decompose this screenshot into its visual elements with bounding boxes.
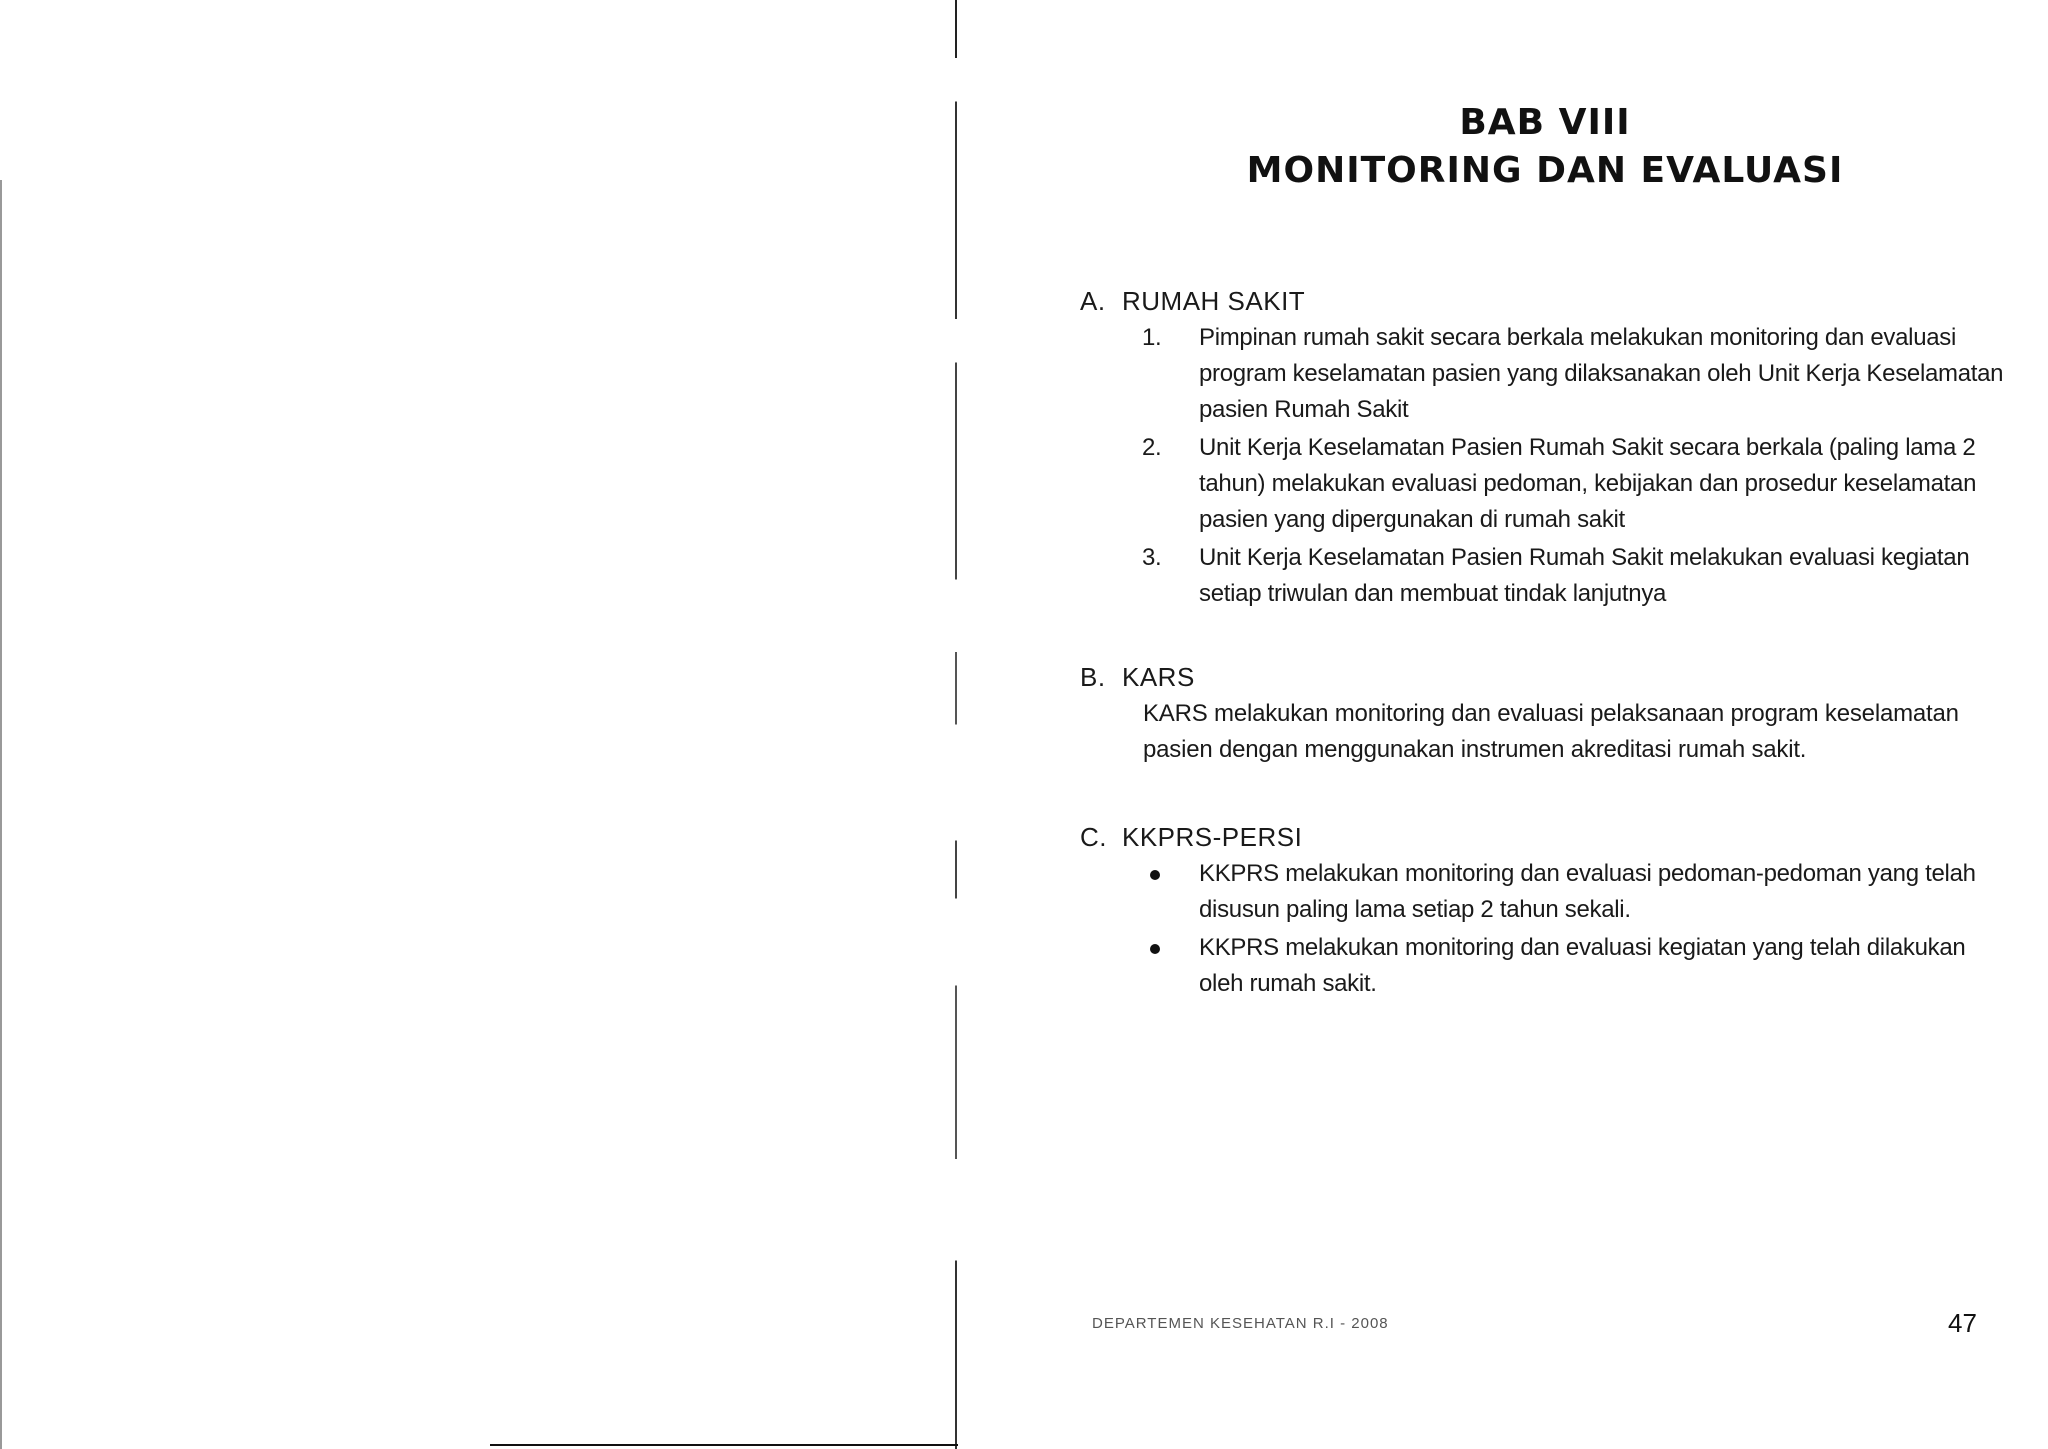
bottom-edge-line bbox=[490, 1444, 958, 1446]
item-number: 1. bbox=[1142, 324, 1162, 351]
section-title: KKPRS-PERSI bbox=[1122, 822, 1303, 852]
section-heading bbox=[1080, 284, 2010, 318]
item-number: 3. bbox=[1142, 544, 1162, 571]
list-item bbox=[1080, 320, 2010, 428]
section-kkprs-persi bbox=[1080, 820, 2010, 1002]
list-item bbox=[1080, 540, 2010, 612]
page-number: 47 bbox=[1948, 1308, 1977, 1338]
section-kars bbox=[1080, 660, 2010, 768]
chapter-title: MONITORING DAN EVALUASI bbox=[1246, 150, 1844, 191]
item-text: KKPRS melakukan monitoring dan evaluasi kegiatan yang telah dilakukan oleh rumah sakit. bbox=[1199, 934, 1966, 997]
list-item bbox=[1080, 930, 2010, 1002]
section-letter: C. bbox=[1080, 822, 1107, 852]
item-text: Pimpinan rumah sakit secara berkala melakukan monitoring dan evaluasi program keselamatan pasien yang dilaksanakan oleh Unit Kerja Keselamatan pasien Rumah Sakit bbox=[1199, 324, 2004, 423]
chapter-number: BAB VIII bbox=[1459, 102, 1631, 143]
list-item bbox=[1080, 856, 2010, 928]
section-letter: A. bbox=[1080, 286, 1106, 316]
item-text: Unit Kerja Keselamatan Pasien Rumah Sakit melakukan evaluasi kegiatan setiap triwulan dan membuat tindak lanjutnya bbox=[1199, 544, 1970, 607]
book-spine bbox=[955, 0, 957, 1449]
footer-publisher: DEPARTEMEN KESEHATAN R.I - 2008 bbox=[1092, 1315, 1389, 1332]
list-item bbox=[1080, 430, 2010, 538]
bullet-icon bbox=[1150, 870, 1160, 880]
section-paragraph: KARS melakukan monitoring dan evaluasi pelaksanaan program keselamatan pasien dengan menggunakan instrumen akreditasi rumah sakit. bbox=[1143, 700, 1959, 763]
item-text: Unit Kerja Keselamatan Pasien Rumah Sakit secara berkala (paling lama 2 tahun) melakukan evaluasi pedoman, kebijakan dan prosedur keselamatan pasien yang dipergunakan di rumah sakit bbox=[1199, 434, 1977, 533]
numbered-list bbox=[1080, 320, 2010, 612]
section-title: KARS bbox=[1122, 662, 1195, 692]
bullet-list bbox=[1080, 856, 2010, 1002]
left-page-edge bbox=[0, 180, 2, 1449]
item-text: KKPRS melakukan monitoring dan evaluasi pedoman-pedoman yang telah disusun paling lama setiap 2 tahun sekali. bbox=[1199, 860, 1976, 923]
item-number: 2. bbox=[1142, 434, 1162, 461]
section-heading bbox=[1080, 660, 2010, 694]
section-title: RUMAH SAKIT bbox=[1122, 286, 1306, 316]
right-page bbox=[1080, 0, 2010, 1449]
section-heading bbox=[1080, 820, 2010, 854]
section-letter: B. bbox=[1080, 662, 1106, 692]
bullet-icon bbox=[1150, 944, 1160, 954]
chapter-heading bbox=[1080, 100, 2010, 196]
section-rumah-sakit bbox=[1080, 284, 2010, 612]
